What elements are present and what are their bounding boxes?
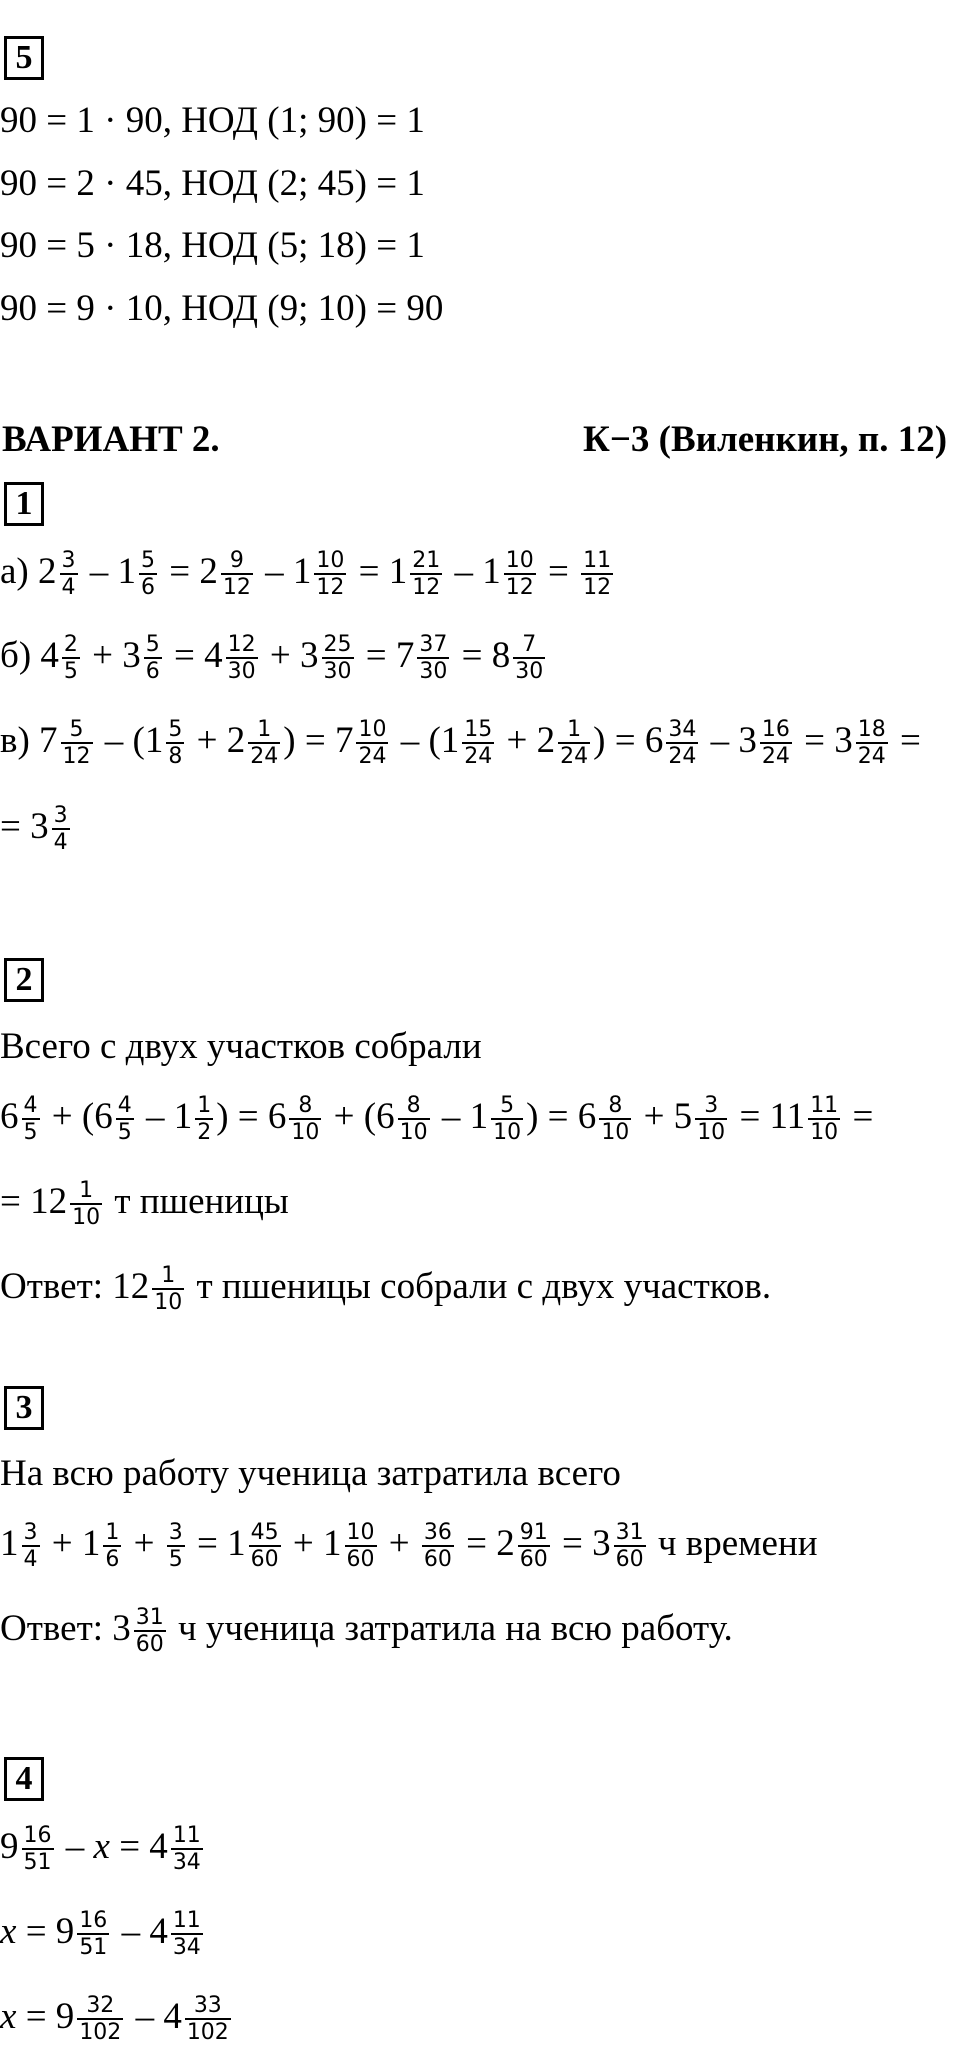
- denominator: 24: [560, 744, 589, 770]
- text: = 3: [794, 719, 853, 761]
- text: – 3: [701, 719, 757, 761]
- denominator: 30: [323, 659, 352, 685]
- numerator: 21: [412, 548, 441, 573]
- text: = 1: [187, 1522, 246, 1564]
- fraction: [116, 1093, 134, 1146]
- problem-2-answer: [0, 1263, 771, 1316]
- text: т пшеницы: [105, 1180, 289, 1222]
- denominator: 60: [519, 1547, 548, 1573]
- fraction: [417, 632, 449, 685]
- text: – 1: [136, 1095, 193, 1137]
- text: – (1: [391, 719, 460, 761]
- numerator: 10: [316, 548, 345, 573]
- denominator: 4: [61, 575, 76, 601]
- text: 1: [0, 1522, 19, 1564]
- problem-2-number: 2: [4, 958, 44, 1002]
- fraction: [134, 1605, 166, 1658]
- problem-5-line-1: 90 = 1 · 90, НОД (1; 90) = 1: [0, 100, 425, 141]
- denominator: 51: [23, 1850, 52, 1876]
- numerator: 1: [105, 1520, 120, 1545]
- denominator: 12: [222, 575, 251, 601]
- fraction: [491, 1093, 523, 1146]
- problem-2-calculation: [0, 1093, 873, 1146]
- numerator: 32: [86, 1993, 115, 2018]
- text: 9: [0, 1825, 19, 1867]
- fraction: [249, 1520, 281, 1573]
- text: – 1: [445, 550, 501, 592]
- text: + 5: [634, 1095, 693, 1137]
- fraction: [518, 1520, 550, 1573]
- text: +: [124, 1522, 164, 1564]
- denominator: 24: [358, 744, 387, 770]
- numerator: 7: [522, 632, 537, 657]
- denominator: 102: [186, 2020, 229, 2046]
- numerator: 11: [172, 1823, 201, 1848]
- problem-5-line-3: 90 = 5 · 18, НОД (5; 18) = 1: [0, 225, 425, 266]
- fraction: [185, 1993, 231, 2046]
- fraction: [462, 717, 494, 770]
- fraction: [152, 1263, 184, 1316]
- denominator: 60: [135, 1632, 164, 1658]
- text: = 4: [109, 1825, 168, 1867]
- denominator: 6: [105, 1547, 120, 1573]
- denominator: 10: [601, 1120, 630, 1146]
- numerator: 1: [567, 717, 582, 742]
- problem-2-intro: Всего с двух участков собрали: [0, 1026, 482, 1067]
- numerator: 9: [229, 548, 244, 573]
- text: = 3: [552, 1522, 611, 1564]
- problem-3-calculation: [0, 1520, 818, 1573]
- numerator: 31: [615, 1520, 644, 1545]
- denominator: 12: [583, 575, 612, 601]
- denominator: 10: [810, 1120, 839, 1146]
- problem-5-line-4: 90 = 9 · 10, НОД (9; 10) = 90: [0, 288, 444, 329]
- denominator: 10: [154, 1290, 183, 1316]
- fraction: [52, 803, 70, 856]
- numerator: 25: [323, 632, 352, 657]
- variable-x: x: [0, 1995, 17, 2037]
- text: = 1: [349, 550, 408, 592]
- fraction: [61, 717, 93, 770]
- fraction: [22, 1093, 40, 1146]
- text: + 3: [82, 634, 141, 676]
- variable-x: x: [93, 1825, 110, 1867]
- numerator: 1: [197, 1093, 212, 1118]
- text: = 4: [164, 634, 223, 676]
- problem-1-line-v-continued: [0, 803, 73, 856]
- problem-5-line-2: 90 = 2 · 45, НОД (2; 45) = 1: [0, 163, 425, 204]
- fraction: [760, 717, 792, 770]
- denominator: 60: [423, 1547, 452, 1573]
- fraction: [221, 548, 253, 601]
- denominator: 5: [168, 1547, 183, 1573]
- text: = 2: [160, 550, 218, 592]
- numerator: 12: [227, 632, 256, 657]
- numerator: 5: [69, 717, 84, 742]
- numerator: 3: [53, 803, 68, 828]
- fraction: [289, 1093, 321, 1146]
- text: =: [843, 1095, 874, 1137]
- denominator: 6: [141, 575, 155, 601]
- denominator: 51: [79, 1935, 108, 1961]
- fraction: [103, 1520, 121, 1573]
- denominator: 24: [761, 744, 790, 770]
- fraction: [22, 1520, 40, 1573]
- numerator: 1: [161, 1263, 176, 1288]
- fraction: [62, 632, 80, 685]
- numerator: 5: [168, 717, 183, 742]
- text: + 1: [42, 1522, 101, 1564]
- fraction: [144, 632, 162, 685]
- fraction: [422, 1520, 454, 1573]
- fraction: [77, 1908, 109, 1961]
- text: + 1: [283, 1522, 342, 1564]
- text: б) 4: [0, 634, 59, 676]
- fraction: [599, 1093, 631, 1146]
- text: –: [56, 1825, 94, 1867]
- numerator: 3: [61, 548, 76, 573]
- numerator: 16: [23, 1823, 52, 1848]
- numerator: 10: [346, 1520, 375, 1545]
- denominator: 4: [53, 830, 68, 856]
- fraction: [139, 548, 157, 601]
- text: – 1: [80, 550, 136, 592]
- numerator: 4: [23, 1093, 38, 1118]
- text: = 2: [456, 1522, 515, 1564]
- text: – 4: [126, 1995, 182, 2037]
- variant-reference: К−3 (Виленкин, п. 12): [583, 419, 948, 460]
- fraction: [22, 1823, 54, 1876]
- fraction: [314, 548, 346, 601]
- fraction: [171, 1908, 203, 1961]
- fraction: [166, 717, 184, 770]
- text: Ответ: 3: [0, 1607, 131, 1649]
- text: = 12: [0, 1180, 68, 1222]
- text: ) = 6: [216, 1095, 287, 1137]
- numerator: 3: [23, 1520, 38, 1545]
- numerator: 5: [500, 1093, 515, 1118]
- numerator: 33: [193, 1993, 222, 2018]
- variable-x: x: [0, 1910, 17, 1952]
- numerator: 31: [135, 1605, 164, 1630]
- denominator: 5: [117, 1120, 132, 1146]
- text: + 3: [260, 634, 319, 676]
- denominator: 12: [412, 575, 441, 601]
- numerator: 18: [857, 717, 886, 742]
- denominator: 5: [63, 659, 78, 685]
- text: Ответ: 12: [0, 1265, 150, 1307]
- problem-4-line-1: [0, 1823, 206, 1876]
- fraction: [856, 717, 888, 770]
- denominator: 30: [515, 659, 544, 685]
- fraction: [171, 1823, 203, 1876]
- text: – 1: [432, 1095, 489, 1137]
- denominator: 12: [505, 575, 534, 601]
- text: +: [379, 1522, 419, 1564]
- problem-1-line-b: [0, 632, 548, 685]
- fraction: [248, 717, 280, 770]
- denominator: 30: [419, 659, 448, 685]
- text: ч ученица затратила на всю работу.: [168, 1607, 733, 1649]
- fraction: [356, 717, 388, 770]
- variant-title: ВАРИАНТ 2.: [2, 419, 220, 460]
- problem-3-number: 3: [4, 1386, 44, 1430]
- denominator: 60: [250, 1547, 279, 1573]
- problem-1-line-v: [0, 717, 921, 770]
- numerator: 16: [761, 717, 790, 742]
- denominator: 12: [62, 744, 91, 770]
- denominator: 60: [615, 1547, 644, 1573]
- denominator: 2: [197, 1120, 212, 1146]
- text: ч времени: [648, 1522, 818, 1564]
- text: ) = 6: [526, 1095, 597, 1137]
- numerator: 11: [583, 548, 612, 573]
- numerator: 45: [250, 1520, 279, 1545]
- fraction: [226, 632, 258, 685]
- numerator: 10: [505, 548, 534, 573]
- numerator: 16: [79, 1908, 108, 1933]
- denominator: 24: [250, 744, 279, 770]
- fraction: [398, 1093, 430, 1146]
- text: = 7: [356, 634, 415, 676]
- fraction: [410, 548, 442, 601]
- fraction: [581, 548, 613, 601]
- fraction: [513, 632, 545, 685]
- numerator: 8: [608, 1093, 623, 1118]
- fraction: [322, 632, 354, 685]
- text: = 8: [452, 634, 511, 676]
- problem-4-number: 4: [4, 1757, 44, 1801]
- numerator: 15: [464, 717, 493, 742]
- text: т пшеницы собрали с двух участков.: [187, 1265, 772, 1307]
- text: 6: [0, 1095, 19, 1137]
- problem-1-line-a: [0, 548, 616, 601]
- numerator: 11: [810, 1093, 839, 1118]
- fraction: [167, 1520, 185, 1573]
- problem-1-number: 1: [4, 482, 44, 526]
- denominator: 12: [316, 575, 345, 601]
- denominator: 30: [227, 659, 256, 685]
- numerator: 10: [358, 717, 387, 742]
- denominator: 6: [145, 659, 160, 685]
- fraction: [695, 1093, 727, 1146]
- denominator: 10: [72, 1205, 101, 1231]
- fraction: [70, 1178, 102, 1231]
- text: = 11: [730, 1095, 806, 1137]
- problem-4-line-2: [0, 1908, 206, 1961]
- denominator: 24: [668, 744, 697, 770]
- problem-3-intro: На всю работу ученица затратила всего: [0, 1453, 621, 1494]
- text: в) 7: [0, 719, 58, 761]
- numerator: 5: [145, 632, 160, 657]
- numerator: 5: [141, 548, 155, 573]
- text: – (1: [95, 719, 164, 761]
- fraction: [195, 1093, 213, 1146]
- text: + 2: [187, 719, 246, 761]
- numerator: 3: [168, 1520, 183, 1545]
- text: =: [890, 719, 921, 761]
- fraction: [614, 1520, 646, 1573]
- problem-2-calculation-continued: [0, 1178, 289, 1231]
- denominator: 102: [79, 2020, 122, 2046]
- denominator: 10: [493, 1120, 522, 1146]
- numerator: 3: [704, 1093, 719, 1118]
- numerator: 36: [423, 1520, 452, 1545]
- denominator: 34: [172, 1850, 201, 1876]
- denominator: 5: [23, 1120, 38, 1146]
- text: + (6: [324, 1095, 395, 1137]
- fraction: [77, 1993, 123, 2046]
- numerator: 8: [298, 1093, 313, 1118]
- text: – 4: [112, 1910, 168, 1952]
- numerator: 2: [63, 632, 78, 657]
- numerator: 1: [257, 717, 272, 742]
- text: – 1: [255, 550, 312, 592]
- text: ) = 7: [283, 719, 354, 761]
- numerator: 91: [519, 1520, 548, 1545]
- denominator: 10: [697, 1120, 726, 1146]
- denominator: 34: [172, 1935, 201, 1961]
- denominator: 60: [346, 1547, 375, 1573]
- denominator: 10: [399, 1120, 428, 1146]
- fraction: [808, 1093, 840, 1146]
- text: + 2: [497, 719, 556, 761]
- problem-3-answer: [0, 1605, 733, 1658]
- denominator: 24: [857, 744, 886, 770]
- problem-5-number: 5: [4, 36, 44, 80]
- text: = 3: [0, 805, 49, 847]
- text: = 9: [16, 1995, 75, 2037]
- numerator: 37: [419, 632, 448, 657]
- text: + (6: [42, 1095, 113, 1137]
- fraction: [504, 548, 536, 601]
- denominator: 8: [168, 744, 183, 770]
- numerator: 4: [117, 1093, 132, 1118]
- fraction: [345, 1520, 377, 1573]
- numerator: 8: [406, 1093, 421, 1118]
- numerator: 34: [668, 717, 697, 742]
- denominator: 4: [23, 1547, 38, 1573]
- fraction: [60, 548, 78, 601]
- numerator: 1: [79, 1178, 94, 1203]
- text: а) 2: [0, 550, 57, 592]
- text: = 9: [16, 1910, 75, 1952]
- denominator: 24: [464, 744, 493, 770]
- problem-4-line-3: [0, 1993, 234, 2046]
- fraction: [666, 717, 698, 770]
- text: ) = 6: [593, 719, 664, 761]
- fraction: [558, 717, 590, 770]
- denominator: 10: [291, 1120, 320, 1146]
- numerator: 11: [172, 1908, 201, 1933]
- text: =: [538, 550, 579, 592]
